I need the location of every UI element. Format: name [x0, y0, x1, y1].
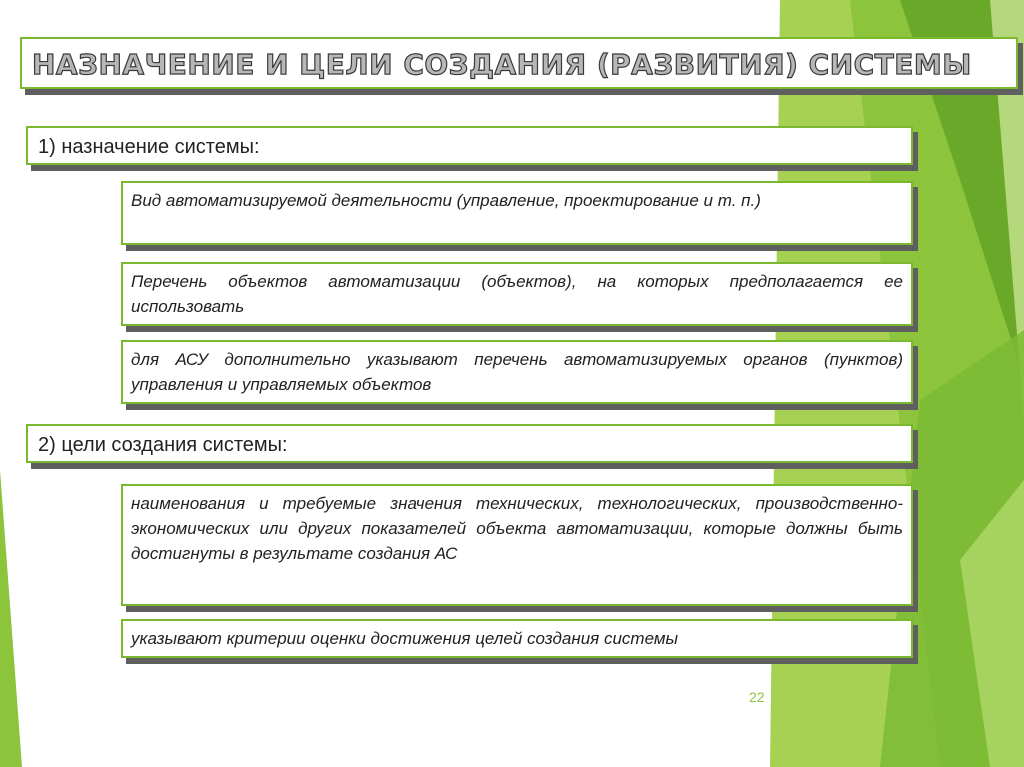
- section-1-heading-box: [26, 126, 913, 165]
- section-1-item-1-text: Вид автоматизируемой деятельности (управление, проектирование и т. п.): [131, 191, 761, 210]
- section-1-heading: 1) назначение системы:: [38, 136, 260, 158]
- section-2-heading-box: [26, 424, 913, 463]
- slide-title: НАЗНАЧЕНИЕ И ЦЕЛИ СОЗДАНИЯ (РАЗВИТИЯ) СИСТЕМЫ: [32, 48, 972, 81]
- section-1-item-1-box: [121, 181, 913, 245]
- page-number: 22: [749, 689, 765, 705]
- section-2-item-2-text: указывают критерии оценки достижения целей создания системы: [131, 629, 679, 648]
- title-box: [20, 37, 1018, 89]
- section-1-item-3-box: [121, 340, 913, 404]
- section-1-item-3-text: для АСУ дополнительно указывают перечень автоматизируемых органов (пунктов) управления и управляемых объектов: [131, 350, 903, 394]
- section-2-item-1-box: [121, 484, 913, 606]
- section-2-heading: 2) цели создания системы:: [38, 434, 288, 456]
- section-1-item-2-box: [121, 262, 913, 326]
- section-2-item-2-box: [121, 619, 913, 658]
- section-1-item-2-text: Перечень объектов автоматизации (объектов), на которых предполагается ее использовать: [131, 272, 903, 316]
- section-2-item-1-text: наименования и требуемые значения технических, технологических, производственно-экономических или других показателей объекта автоматизации, которые должны быть достигнуты в результате создания АС: [131, 494, 903, 563]
